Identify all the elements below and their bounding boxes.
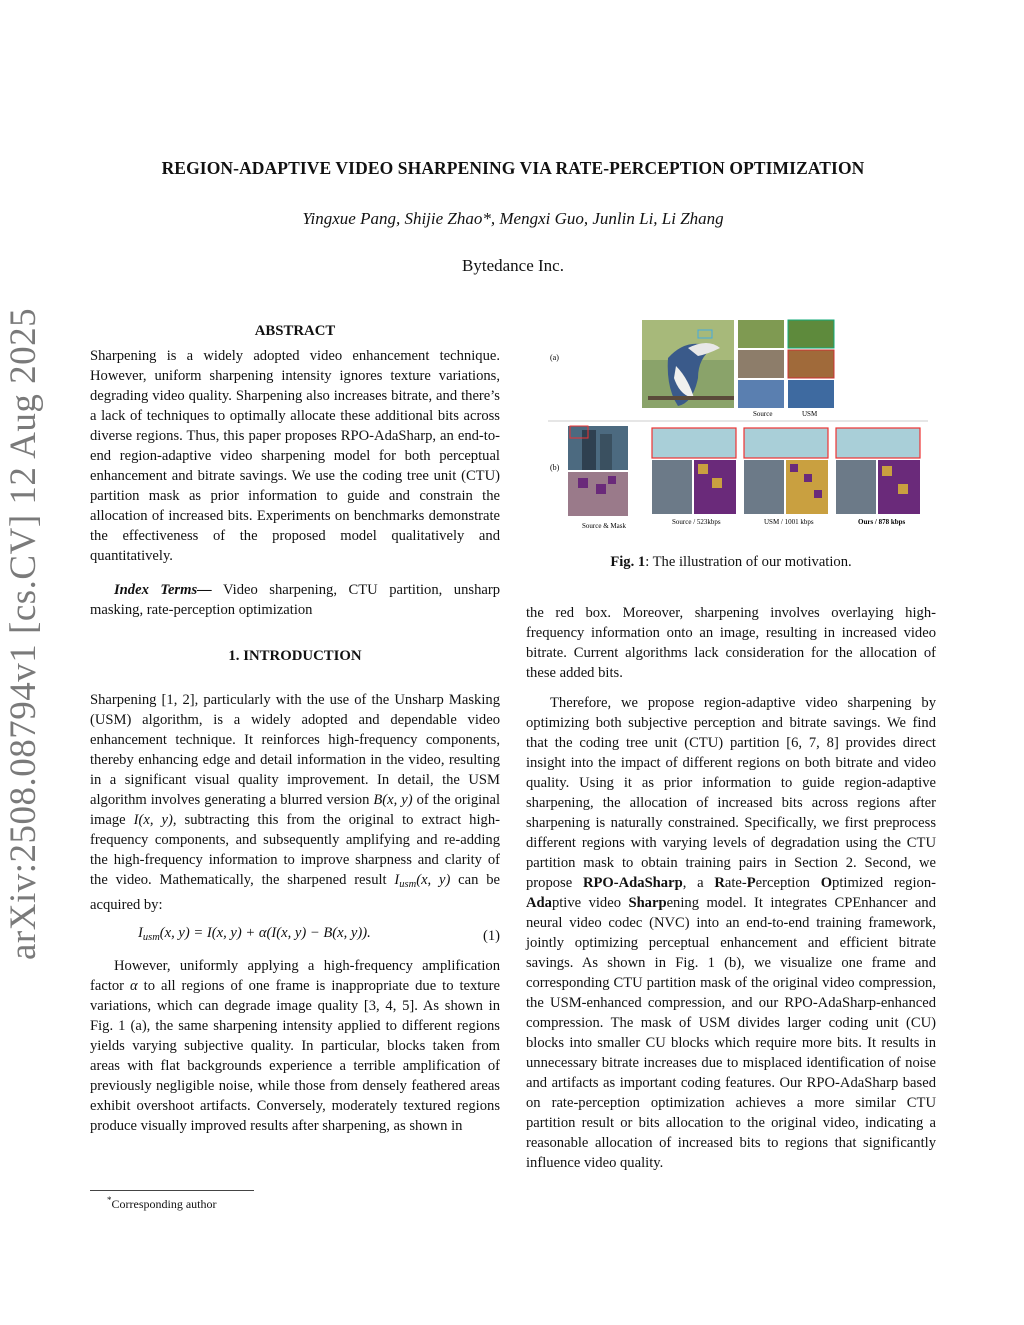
label-usm: USM [802,410,818,418]
source-mask-panel [568,426,628,516]
label-usm-kbps: USM / 1001 kbps [764,518,814,526]
panel-ours [836,428,920,514]
label-source-kbps: Source / 523kbps [672,518,721,526]
figure-label-b: (b) [550,463,560,472]
panel-source [652,428,736,514]
figure-label-a: (a) [550,353,559,362]
crop-grid-a [738,320,834,408]
label-source-mask: Source & Mask [582,522,626,530]
right-paragraph-2: Therefore, we propose region-adaptive video sharpening by optimizing both subjective perception and bitrate savings. We find that the coding tree unit (CTU) partition [6, 7, 8] provides direct insight into the impact of different regions on both bitrate and video quality. Using it as prior information to guide region-adaptive sharpening, the allocation of increased bits across regions after sharpening is naturally constrained. Specifically, we first preprocess different regions with varying levels of degradation using the CTU partition mask to obtain training pairs in Section 2. Second, we propose RPO-AdaSharp, a Rate-Perception Optimized region-Adaptive video Sharpening model. It integrates CPEnhancer and neural video codec (NVC) into an end-to-end training framework, jointly optimizing perceptual enhancement and efficient bitrate savings. As shown in Fig. 1 (b), we visualize one frame and corresponding CTU partition mask of the original video compression, the USM-enhanced compression, and our RPO-AdaSharp-enhanced compression. The mask of USM divides larger coding unit (CU) blocks into smaller CU blocks which require more bits. It results in unnecessary bitrate increases due to misplaced identification of noise and artifacts as important coding features. Our RPO-AdaSharp based on rate-perception optimization achieves a more similar CTU partition result or bits allocation to the original video, indicating a reasonable allocation of increased bits to regions that significantly influence video quality. [526,695,937,1171]
index-terms-label: Index Terms— [114,582,212,598]
left-column [90,321,500,1136]
author-list: Yingxue Pang, Shijie Zhao*, Mengxi Guo, Junlin Li, Li Zhang [302,209,724,228]
intro-paragraph-2: However, uniformly applying a high-frequency amplification factor α to all regions of one frame is inappropriate due to texture variations, which can degrade image quality [3, 4, 5]. As shown in Fig. 1 (a), the same sharpening intensity applied to different regions yields varying subjective quality. In particular, blocks taken from areas with flat backgrounds experience a terrible amplification of previously negligible noise, while those from densely feathered areas exhibit overshoot artifacts. Conversely, moderately textured regions produce visually improved results after sharpening, as shown in [90,958,500,1134]
intro-paragraph-1: Sharpening [1, 2], particularly with the use of the Unsharp Masking (USM) algorithm, is a widely adopted and dependable video enhancement technique. It reinforces high-frequency components, thereby enhancing edge and detail information in the video, resulting in a significant visual quality improvement. In detail, the USM algorithm involves generating a blurred version B(x, y) of the original image I(x, y), subtracting this from the original to extract high-frequency components, and subsequently amplifying and re-adding the high-frequency information to improve sharpness and clarity of the video. Mathematically, the sharpened result $I_{usm}(x$, y) can be acquired by: [90,692,501,913]
figure-1 [548,318,928,538]
footnote-rule [90,1190,254,1191]
figure-caption: Fig. 1: The illustration of our motivation. [610,554,852,570]
equation-1: $I_{usm}(x$, y) = I(x, y) + α(I(x, y) − B(x, y)). (1) [138,925,500,944]
affiliation: Bytedance Inc. [462,256,564,275]
index-terms-text: Video sharpening, CTU partition, unsharp masking, rate-perception optimization [90,582,501,618]
arxiv-identifier: arXiv:2508.08794v1 [cs.CV] 12 Aug 2025 [3,307,44,960]
right-paragraph-1: the red box. Moreover, sharpening involves overlaying high-frequency information onto an image, resulting in increased video bitrate. Current algorithms lack consideration for the allocation of these added bits. [526,605,936,681]
abstract-heading: ABSTRACT [254,323,336,339]
right-column [526,603,936,1173]
panel-usm [744,428,828,514]
index-terms [90,580,500,620]
abstract-text: Sharpening is a widely adopted video enhancement technique. However, uniform sharpening intensity ignores texture variations, degrading video quality. Sharpening also increases bitrate, and there’s a lack of techniques to optimally allocate these additional bits across diverse regions. Thus, this paper proposes RPO-AdaSharp, an end-to-end region-adaptive video sharpening model for both perceptual enhancement and bitrate savings. We use the coding tree unit (CTU) partition mask as prior information to guide and constrain the allocation of increased bits. Experiments on benchmarks demonstrate the effectiveness of the proposed model qualitatively and quantitatively. [90,348,500,564]
label-source: Source [753,410,773,418]
bird-image [642,320,734,408]
paper-title: REGION-ADAPTIVE VIDEO SHARPENING VIA RATE-PERCEPTION OPTIMIZATION [161,158,865,178]
label-ours-kbps: Ours / 878 kbps [858,518,906,526]
footnote: *Corresponding author [107,1195,217,1211]
equation-number: (1) [482,927,500,944]
intro-heading: 1. INTRODUCTION [228,648,362,664]
